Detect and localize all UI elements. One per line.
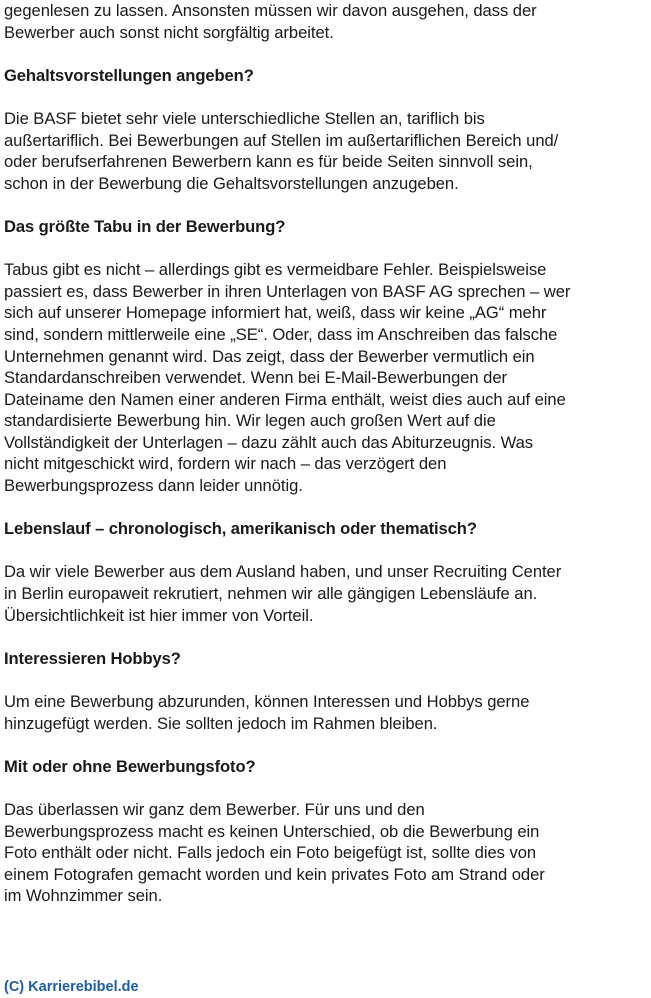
section-paragraph-gehaltsvorstellungen bbox=[4, 108, 644, 194]
footer-credit: (C) Karrierebibel.de bbox=[4, 979, 139, 995]
text-line: Da wir viele Bewerber aus dem Ausland haben, und unser Recruiting Center bbox=[4, 562, 562, 582]
text-line: passiert es, dass Bewerber in ihren Unterlagen von BASF AG sprechen – wer bbox=[4, 281, 571, 301]
text-line: gegenlesen zu lassen. Ansonsten müssen wir davon ausgehen, dass der bbox=[4, 1, 537, 20]
document-page bbox=[4, 0, 644, 907]
text-line: schon in der Bewerbung die Gehaltsvorstellungen anzugeben. bbox=[4, 173, 459, 193]
section-paragraph-bewerbungsfoto bbox=[4, 799, 644, 907]
section-heading-gehaltsvorstellungen: Gehaltsvorstellungen angeben? bbox=[4, 65, 254, 85]
section-heading-hobbys: Interessieren Hobbys? bbox=[4, 648, 181, 668]
text-line: Dateiname den Namen einer anderen Firma enthält, weist dies auch auf eine bbox=[4, 389, 566, 409]
text-line: Unternehmen genannt wird. Das zeigt, dass der Bewerber vermutlich ein bbox=[4, 346, 535, 366]
intro-paragraph bbox=[4, 0, 644, 43]
text-line: Die BASF bietet sehr viele unterschiedliche Stellen an, tariflich bis bbox=[4, 108, 485, 128]
text-line: oder berufserfahrenen Bewerbern kann es für beide Seiten sinnvoll sein, bbox=[4, 152, 533, 172]
text-line: Um eine Bewerbung abzurunden, können Interessen und Hobbys gerne bbox=[4, 692, 530, 711]
text-line: sind, sondern mittlerweile eine „SE“. Oder, dass im Anschreiben das falsche bbox=[4, 324, 558, 344]
section-heading-bewerbungsfoto: Mit oder ohne Bewerbungsfoto? bbox=[4, 756, 256, 776]
text-line: außertariflich. Bei Bewerbungen auf Stellen im außertariflichen Bereich und/ bbox=[4, 130, 559, 150]
section-heading-tabu: Das größte Tabu in der Bewerbung? bbox=[4, 216, 286, 236]
text-line: Übersichtlichkeit ist hier immer von Vorteil. bbox=[4, 605, 314, 625]
section-heading-lebenslauf: Lebenslauf – chronologisch, amerikanisch oder thematisch? bbox=[4, 519, 477, 539]
text-line: hinzugefügt werden. Sie sollten jedoch im Rahmen bleiben. bbox=[4, 713, 438, 733]
text-line: Tabus gibt es nicht – allerdings gibt es vermeidbare Fehler. Beispielsweise bbox=[4, 260, 547, 280]
text-line: Bewerbungsprozess dann leider unnötig. bbox=[4, 476, 303, 496]
text-line: einem Fotografen gemacht worden und kein privates Foto am Strand oder bbox=[4, 864, 545, 884]
section-paragraph-lebenslauf bbox=[4, 561, 644, 626]
text-line: nicht mitgeschickt wird, fordern wir nach – das verzögert den bbox=[4, 454, 447, 474]
text-line: im Wohnzimmer sein. bbox=[4, 886, 163, 906]
text-line: Foto enthält oder nicht. Falls jedoch ein Foto beigefügt ist, sollte dies von bbox=[4, 843, 537, 863]
section-paragraph-hobbys bbox=[4, 691, 644, 734]
text-line: Bewerber auch sonst nicht sorgfältig arbeitet. bbox=[4, 22, 334, 42]
text-line: in Berlin europaweit rekrutiert, nehmen wir alle gängigen Lebensläufe an. bbox=[4, 584, 538, 604]
section-paragraph-tabu bbox=[4, 259, 644, 497]
text-line: Das überlassen wir ganz dem Bewerber. Für uns und den bbox=[4, 799, 425, 819]
text-line: sich auf unserer Homepage informiert hat, weiß, dass wir keine „AG“ mehr bbox=[4, 303, 547, 323]
text-line: Bewerbungsprozess macht es keinen Unterschied, ob die Bewerbung ein bbox=[4, 821, 540, 841]
text-line: Standardanschreiben verwendet. Wenn bei E-Mail-Bewerbungen der bbox=[4, 368, 508, 388]
text-line: standardisierte Bewerbung hin. Wir legen auch großen Wert auf die bbox=[4, 411, 496, 431]
text-line: Vollständigkeit der Unterlagen – dazu zählt auch das Abiturzeugnis. Was bbox=[4, 432, 533, 452]
